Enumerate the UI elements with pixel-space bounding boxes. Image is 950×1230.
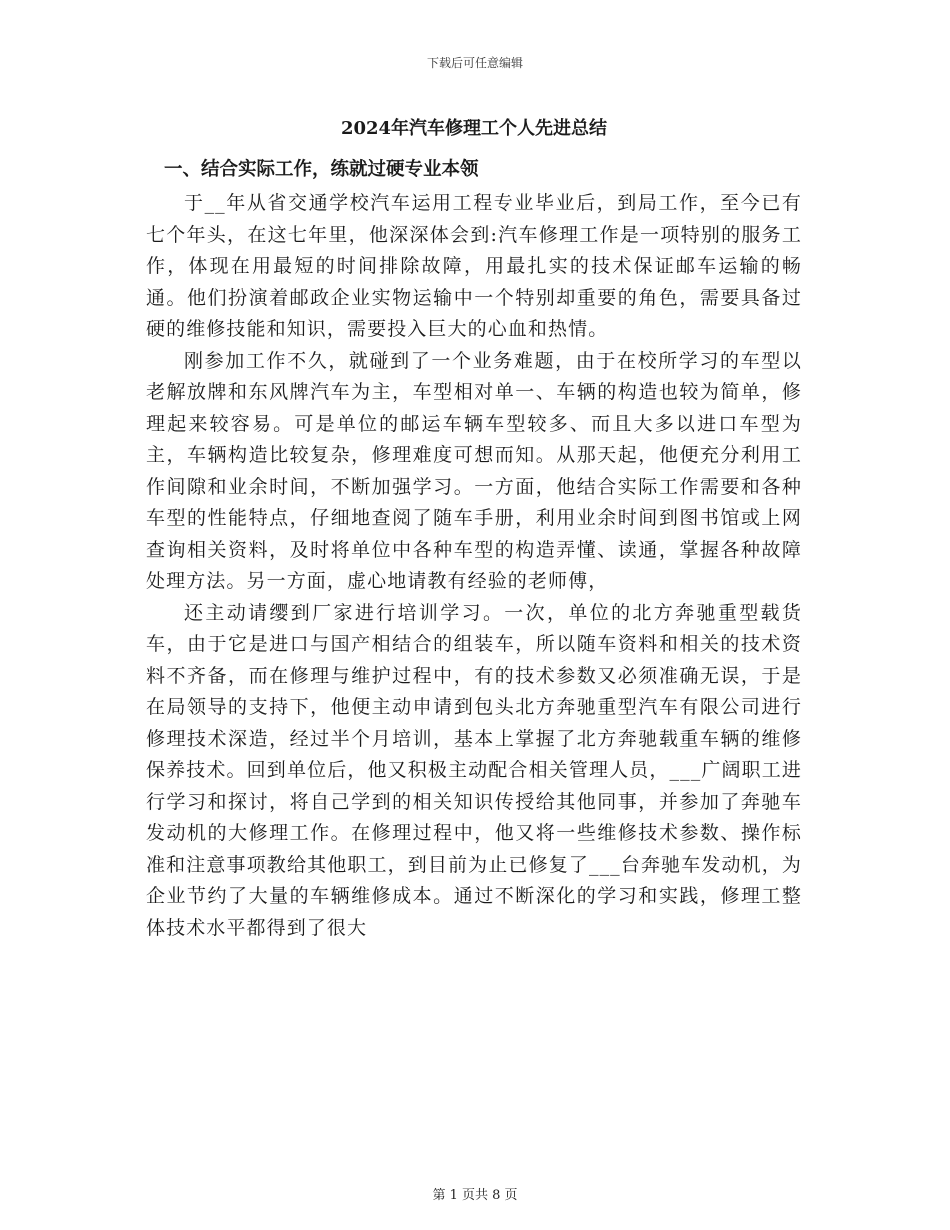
- page-number: 第 1 页共 8 页: [432, 1188, 518, 1203]
- document-title: 2024年汽车修理工个人先进总结: [340, 118, 608, 139]
- paragraph-3: 还主动请缨到厂家进行培训学习。一次，单位的北方奔驰重型载货车，由于它是进口与国产相结合的组装车，所以随车资料和相关的技术资料不齐备，而在修理与维护过程中，有的技术参数又必须准确无误，于是在局领导的支持下，他便主动申请到包头北方奔驰重型汽车有限公司进行修理技术深造，经过半个月培训，基本上掌握了北方奔驰载重车辆的维修保养技术。回到单位后，他又积极主动配合相关管理人员，___广阔职工进行学习和探讨，将自己学到的相关知识传授给其他同事，并参加了奔驰车发动机的大修理工作。在修理过程中，他又将一些维修技术参数、操作标准和注意事项教给其他职工，到目前为止已修复了___台奔驰车发动机，为企业节约了大量的车辆维修成本。通过不断深化的学习和实践，修理工整体技术水平都得到了很大: [146, 601, 802, 939]
- section-heading: 一、结合实际工作，练就过硬专业本领: [164, 159, 479, 180]
- paragraph-1: 于__年从省交通学校汽车运用工程专业毕业后，到局工作，至今已有七个年头，在这七年里，他深深体会到:汽车修理工作是一项特别的服务工作，体现在用最短的时间排除故障，用最扎实的技术保证邮车运输的畅通。他们扮演着邮政企业实物运输中一个特别却重要的角色，需要具备过硬的维修技能和知识，需要投入巨大的心血和热情。: [146, 192, 802, 340]
- paragraph-2: 刚参加工作不久，就碰到了一个业务难题，由于在校所学习的车型以老解放牌和东风牌汽车为主，车型相对单一、车辆的构造也较为简单，修理起来较容易。可是单位的邮运车辆车型较多、而且大多以进口车型为主，车辆构造比较复杂，修理难度可想而知。从那天起，他便充分利用工作间隙和业余时间，不断加强学习。一方面，他结合实际工作需要和各种车型的性能特点，仔细地查阅了随车手册，利用业余时间到图书馆或上网查询相关资料，及时将单位中各种车型的构造弄懂、读通，掌握各种故障处理方法。另一方面，虚心地请教有经验的老师傅，: [146, 349, 802, 592]
- document-body: [146, 112, 802, 944]
- header-note: 下载后可任意编辑: [426, 56, 523, 70]
